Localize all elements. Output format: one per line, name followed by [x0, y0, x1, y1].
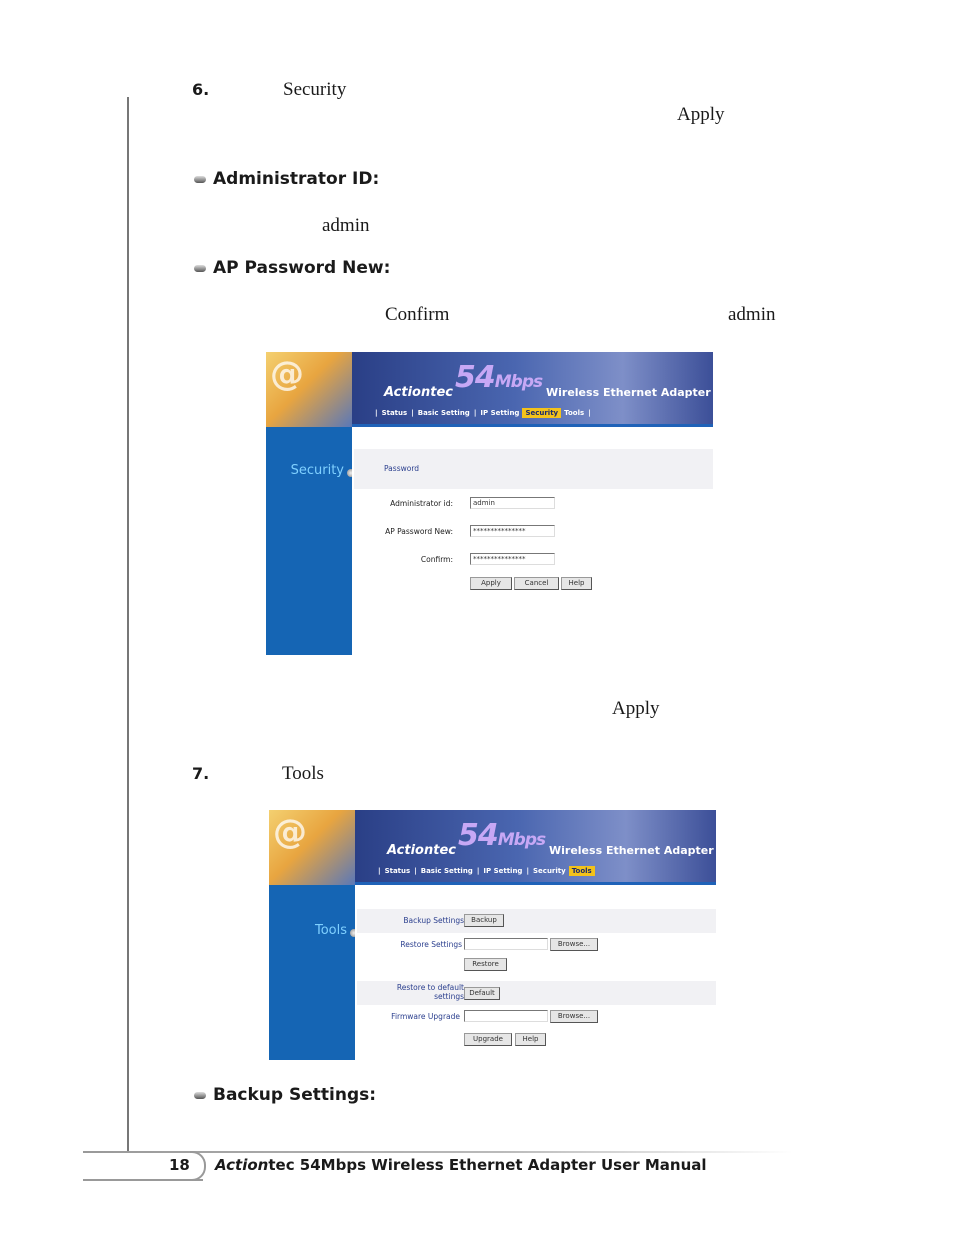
confirm-label: Confirm:: [420, 555, 453, 564]
at-logo-icon: @: [273, 812, 307, 852]
nav-tab-basic-setting[interactable]: Basic Setting: [417, 409, 470, 417]
nav-tab-tools[interactable]: Tools: [569, 866, 595, 876]
nav-bar: | Status | Basic Setting | IP Setting | Security Tools: [377, 866, 595, 876]
logo-block: [266, 352, 352, 427]
bullet-icon: [194, 176, 206, 183]
nav-tab-ip-setting[interactable]: IP Setting: [480, 409, 520, 417]
footer-title-rest: tec 54Mbps Wireless Ethernet Adapter User Manual: [268, 1156, 707, 1174]
step-6-security-word: Security: [283, 79, 347, 100]
tools-screenshot: [269, 810, 716, 1060]
side-panel: [266, 427, 352, 655]
step-6-number: 6.: [192, 80, 210, 99]
side-label-tools: Tools: [314, 923, 347, 938]
browse-button[interactable]: Browse...: [550, 938, 598, 951]
product-name: Wireless Ethernet Adapter: [546, 386, 711, 399]
bullet-label: Backup Settings:: [213, 1085, 377, 1105]
bullet-label: Administrator ID:: [213, 169, 380, 189]
tools-content: [355, 885, 716, 1060]
confirm-word: Confirm: [385, 304, 450, 325]
bullet-icon: [194, 1092, 206, 1099]
bullet-ap-password-new: [194, 258, 390, 278]
nav-tab-basic-setting[interactable]: Basic Setting: [420, 867, 473, 875]
restore-button[interactable]: Restore: [464, 958, 507, 971]
speed-number: 54: [458, 818, 498, 853]
bullet-label: AP Password New:: [213, 258, 391, 278]
default-button[interactable]: Default: [464, 987, 500, 1000]
ap-password-input[interactable]: ***************: [470, 525, 555, 537]
nav-tab-security[interactable]: Security: [533, 867, 566, 875]
nav-bar: | Status | Basic Setting | IP Setting Security Tools |: [375, 409, 591, 417]
logo-block: [269, 810, 355, 885]
margin-rule: [127, 97, 129, 1152]
admin-word: admin: [728, 304, 776, 325]
footer-rule-lower: [83, 1179, 203, 1181]
speed-logo: [455, 360, 542, 395]
apply-button[interactable]: Apply: [470, 577, 512, 590]
help-button[interactable]: Help: [515, 1033, 546, 1046]
section-title-password: Password: [384, 464, 420, 473]
bullet-administrator-id: [194, 169, 379, 189]
restore-default-label: [397, 983, 464, 1001]
step-7-tools-word: Tools: [282, 763, 324, 784]
security-screenshot: [266, 352, 713, 655]
at-logo-icon: @: [270, 354, 304, 394]
apply-after-word: Apply: [612, 698, 660, 719]
nav-tab-tools[interactable]: Tools: [564, 409, 585, 417]
speed-number: 54: [455, 360, 495, 395]
nav-tab-ip-setting[interactable]: IP Setting: [483, 867, 523, 875]
backup-button[interactable]: Backup: [464, 914, 504, 927]
security-content: [352, 427, 713, 655]
ap-password-label: AP Password New:: [385, 527, 453, 536]
nav-tab-security[interactable]: Security: [522, 408, 561, 418]
side-label-security: Security: [290, 463, 344, 478]
speed-logo: [458, 818, 545, 853]
restore-file-input[interactable]: [464, 938, 548, 950]
cancel-button[interactable]: Cancel: [514, 577, 559, 590]
banner: [352, 352, 713, 427]
product-name: Wireless Ethernet Adapter: [549, 844, 714, 857]
nav-tab-status[interactable]: Status: [381, 409, 408, 417]
footer-brand-italic: Action: [215, 1156, 269, 1174]
step-6-apply-word: Apply: [677, 104, 725, 125]
firmware-upgrade-label: Firmware Upgrade: [391, 1012, 460, 1021]
admin-id-input[interactable]: admin: [470, 497, 555, 509]
banner: [355, 810, 716, 885]
confirm-input[interactable]: ***************: [470, 553, 555, 565]
speed-unit: Mbps: [497, 830, 546, 850]
restore-default-line-2: settings: [434, 992, 464, 1001]
firmware-file-input[interactable]: [464, 1010, 548, 1022]
brand-name: Actiontec: [384, 385, 453, 400]
footer-tab: [190, 1151, 206, 1181]
upgrade-button[interactable]: Upgrade: [464, 1033, 512, 1046]
admin-default-word: admin: [322, 215, 370, 236]
restore-default-line-1: Restore to default: [396, 983, 464, 992]
bullet-backup-settings: [194, 1085, 376, 1105]
help-button[interactable]: Help: [561, 577, 592, 590]
speed-unit: Mbps: [494, 372, 543, 392]
nav-tab-status[interactable]: Status: [384, 867, 411, 875]
bullet-icon: [194, 265, 206, 272]
backup-settings-label: Backup Settings: [403, 916, 464, 925]
page-number: 18: [169, 1156, 190, 1174]
side-panel: [269, 885, 355, 1060]
admin-id-label: Administrator id:: [390, 499, 453, 508]
restore-settings-label: Restore Settings: [400, 940, 462, 949]
step-7-number: 7.: [192, 764, 210, 783]
footer-title: [215, 1156, 707, 1174]
browse-button-firmware[interactable]: Browse...: [550, 1010, 598, 1023]
brand-name: Actiontec: [387, 843, 456, 858]
